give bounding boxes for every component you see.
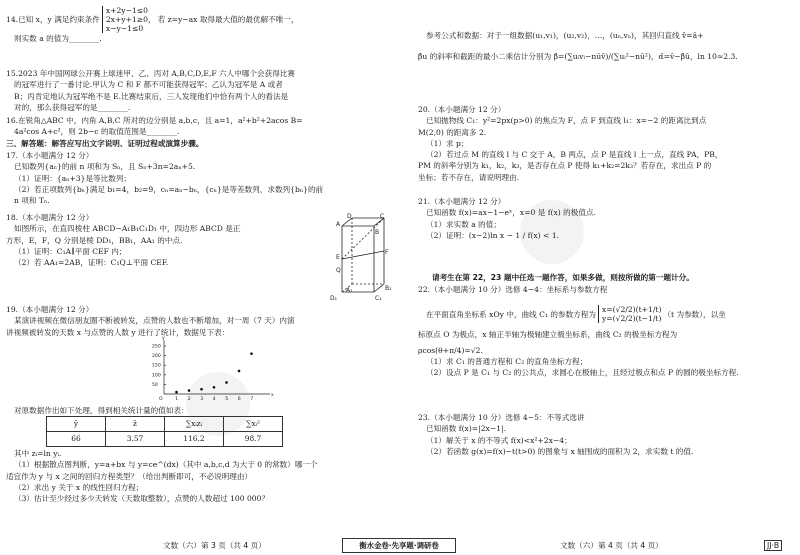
table-header-cell: ȳ <box>47 417 106 432</box>
label-A: A <box>336 221 341 228</box>
left-page <box>6 0 392 555</box>
constraint-2: 2x+y+1≥0， <box>105 15 156 24</box>
q18-line-2: 如图所示，在直四棱柱 ABCD−A₁B₁C₁D₁ 中，四边形 ABCD 是正 <box>14 224 241 234</box>
question-15 <box>6 68 295 113</box>
q22-line: 标原点 O 为极点，x 轴正半轴为极轴建立极坐标系，曲线 C₂ 的极坐标方程为 <box>418 330 678 340</box>
scatter-point <box>200 388 203 391</box>
q22-line: （2）设点 P 是 C₁ 与 C₂ 的公共点，求圆心在极轴上，且经过极点和点 P 的圆的极坐标方程. <box>426 368 739 378</box>
scatter-point <box>238 370 241 373</box>
origin-label: O <box>159 397 163 402</box>
scatter-chart <box>146 336 276 402</box>
table-cell: 116.2 <box>165 432 224 447</box>
constraint-3: x−y−1≤0 <box>105 24 144 33</box>
question-19 <box>6 304 295 338</box>
prism-figure <box>328 214 390 302</box>
label-E: E <box>336 254 340 261</box>
x-tick-label: 6 <box>237 397 241 402</box>
table-cell: 66 <box>47 432 106 447</box>
q18-line-3: 方形，E，F，Q 分别是棱 DD₁，BB₁，AA₁ 的中点. <box>6 235 183 245</box>
publisher-stamp: 衡水金卷·先享题·调研卷 <box>342 538 456 553</box>
q19-line-2: 某演讲视频在微信朋友圈不断被转发，点赞的人数也不断增加，对一周（7 天）内演 <box>14 316 295 326</box>
scatter-point <box>213 386 216 389</box>
reference-formulas <box>418 30 738 63</box>
constraint-1: x+2y−1≤0 <box>105 6 148 15</box>
q18-line-5: （2）若 AA₁=2AB，证明：C₁Q⊥平面 CEF. <box>14 258 169 268</box>
q20-line: 已知抛物线 C₁：y²=2px(p>0) 的焦点为 F，点 F 到直线 l₁：x=−2 的距离比到点 <box>426 116 707 126</box>
x-tick-label: 1 <box>175 397 179 402</box>
q22-param-line <box>418 305 739 323</box>
question-17 <box>6 150 323 206</box>
param-x: x=(√2/2)(t+1/t) <box>602 305 662 315</box>
x-tick-label: 7 <box>250 397 254 402</box>
q19-part-line: （3）估计至少经过多少天转发（天数取整数），点赞的人数超过 100 000？ <box>14 494 270 504</box>
stats-table <box>46 416 283 447</box>
label-A1: A₁ <box>346 287 353 294</box>
q17-line-1: 17.（本小题满分 12 分） <box>6 151 94 160</box>
q22-line: ρcos(θ+π/4)=√2. <box>418 345 483 355</box>
q20-line: （1）求 p； <box>426 138 469 148</box>
table-row <box>47 432 283 447</box>
question-18 <box>6 212 240 268</box>
q17-line-5: n 项和 Tₙ. <box>14 196 50 206</box>
q21-line: （1）求实数 a 的值； <box>426 219 501 229</box>
question-22 <box>418 284 739 378</box>
table-header-cell: ∑xᵢ² <box>224 417 283 432</box>
ref-line-2: β̂u 的斜率和截距的最小二乘估计分别为 β̂=(∑uᵢvᵢ−nūv̄)/(∑uᵢ²−nū²)，α̂=v̄−β̂ū，ln 10≈2.3. <box>418 52 738 62</box>
table-header-cell: z̄ <box>106 417 165 432</box>
q22-text: 在平面直角坐标系 xOy 中，曲线 C₁ 的参数方程为 <box>426 309 596 319</box>
label-F: F <box>385 249 389 256</box>
label-B1: B₁ <box>385 285 392 292</box>
table-header-cell: ∑xᵢzᵢ <box>165 417 224 432</box>
q20-line: 坐标；若不存在，请说明理由. <box>418 172 520 182</box>
q19-part-line: （2）求出 y 关于 x 的线性回归方程； <box>14 482 144 492</box>
q23-line: （1）解关于 x 的不等式 f(x)<x²+2x−4； <box>426 435 572 445</box>
q17-line-2: 已知数列{aₙ}的前 n 项和为 Sₙ，且 Sₙ+3n=2aₙ+5. <box>14 162 196 172</box>
y-tick-label: 150 <box>152 363 161 369</box>
q16-line-1: 16.在锐角△ABC 中，内角 A,B,C 所对的边分别是 a,b,c，且 a=1，a²+b²+2acos B= <box>6 116 303 125</box>
choose-instruction: 请考生在第 22，23 题中任选一题作答，如果多做，则按所做的第一题计分。 <box>432 273 694 282</box>
left-page-footer: 文数（六）第 3 页（共 4 页） <box>163 541 266 550</box>
section-heading: 三、解答题：解答应写出文字说明、证明过程或演算步骤。 <box>6 139 204 148</box>
y-tick-label: 100 <box>152 373 161 379</box>
right-page-footer: 文数（六）第 4 页（共 4 页） <box>560 541 663 550</box>
y-tick-label: 200 <box>152 354 161 360</box>
q22-line: 22.（本小题满分 10 分）选修 4−4：坐标系与参数方程 <box>418 285 608 294</box>
q14-text-3: 则实数 a 的值为________. <box>14 34 102 43</box>
x-tick-label: 3 <box>200 397 204 402</box>
question-14 <box>6 6 299 44</box>
scatter-point <box>175 391 178 394</box>
q20-line: （2）若过点 M 的直线 l 与 C 交于 A，B 两点，点 P 是直线 l 上一点，直线 PA，PB， <box>426 150 723 160</box>
q21-line: （2）证明：(x−2)ln x − 1 / f(x) < 1. <box>426 230 560 240</box>
param-y: y=(√2/2)(t−1/t) <box>602 314 662 324</box>
x-axis-label: x <box>271 393 274 398</box>
q18-line-1: 18.（本小题满分 12 分） <box>6 213 94 222</box>
ref-line-1: 参考公式和数据：对于一组数据(u₁,v₁)，(u₂,v₂)，…，(uₙ,vₙ)，其回归直线 v̂=â+ <box>426 31 704 40</box>
q20-line: M(2,0) 的距离多 2. <box>418 127 487 137</box>
label-D: D <box>347 213 352 220</box>
q21-line: 已知函数 f(x)=ax−1−eˣ，x=0 是 f(x) 的极值点. <box>426 208 596 218</box>
question-21 <box>418 196 596 241</box>
q19-line-1: 19.（本小题满分 12 分） <box>6 305 94 314</box>
q22-text: （t 为参数），以坐 <box>663 309 726 319</box>
question-16 <box>6 115 303 138</box>
q19-table-intro: 对原数据作出如下处理，得到相关统计量的值如表： <box>14 406 189 415</box>
q18-line-4: （1）证明：C₁A∥平面 CEF 内； <box>14 246 127 256</box>
q15-line-1: 15.2023 年中国网球公开赛上球迷甲、乙、丙对 A,B,C,D,E,F 六人中哪个会获得比赛 <box>6 69 295 78</box>
q20-line: PM 的斜率分别为 k₁，k₂，k₃，是否存在点 P 使得 k₁+k₂=2k₃？若存在，求出点 P 的 <box>418 161 712 171</box>
table-cell: 98.7 <box>224 432 283 447</box>
q19-part-line: 适宜作为 y 与 x 之间的回归方程类型？（给出判断即可，不必说明理由） <box>6 471 253 481</box>
q23-line: 已知函数 f(x)=|2x−1|. <box>426 424 507 434</box>
label-C1: C₁ <box>375 295 382 302</box>
scatter-point <box>250 352 253 355</box>
q15-line-3: B；丙肯定地认为冠军绝不是 E.比赛结束后，三人发现他们中恰有两个人的看法是 <box>14 91 289 101</box>
q23-line: 23.（本小题满分 10 分）选修 4−5：不等式选讲 <box>418 413 585 422</box>
label-B: B <box>375 229 380 236</box>
paper-code-badge: JJ·B <box>764 540 782 551</box>
right-page <box>418 0 793 555</box>
q22-line: （1）求 C₁ 的普通方程和 C₂ 的直角坐标方程； <box>426 356 588 366</box>
x-tick-label: 4 <box>212 397 216 402</box>
constraint-system <box>102 6 156 33</box>
scatter-point <box>225 381 228 384</box>
q19-part-line: 其中 zᵢ=ln yᵢ. <box>14 449 62 458</box>
q17-line-4: （2）若正项数列{bₙ}满足 b₁=4，b₂=9，cₙ=aₙ−bₙ，{cₙ}是等差数列，求数列{bₙ}的前 <box>14 184 324 194</box>
parametric-system <box>598 305 661 323</box>
question-20 <box>418 104 722 183</box>
q17-line-3: （1）证明：{aₙ+3}是等比数列； <box>14 173 132 183</box>
q19-parts <box>6 448 318 504</box>
q15-line-4: 对的，那么获得冠军的是________. <box>14 102 131 112</box>
q19-line-3: 讲视频被转发的天数 x 与点赞的人数 y 进行了统计，数据见下表： <box>6 327 230 337</box>
question-23 <box>418 412 693 457</box>
label-C: C <box>380 213 385 220</box>
label-D1: D₁ <box>330 295 338 302</box>
x-tick-label: 2 <box>187 397 191 402</box>
q19-part-line: （1）根据散点图判断，y=a+bx 与 y=ce^(dx)（其中 a,b,c,d 为大于 0 的常数）哪一个 <box>14 460 318 470</box>
label-Q: Q <box>336 267 341 274</box>
x-tick-label: 5 <box>225 397 229 402</box>
table-cell: 3.57 <box>106 432 165 447</box>
y-tick-label: 250 <box>152 344 161 350</box>
q21-line: 21.（本小题满分 12 分） <box>418 197 506 206</box>
scatter-point <box>188 389 191 392</box>
q23-line: （2）若函数 g(x)=f(x)−t(t>0) 的图象与 x 轴围成的面积为 2，求实数 t 的值. <box>426 446 694 456</box>
q16-line-2: 4a²cos A+c²，则 2b−c 的取值范围是________. <box>14 127 180 137</box>
q14-text-1: 14.已知 x，y 满足约束条件 <box>6 14 100 24</box>
y-tick-label: 50 <box>152 382 158 388</box>
q20-line: 20.（本小题满分 12 分） <box>418 105 506 114</box>
table-row <box>47 417 283 432</box>
q14-text-2: 若 z=y−ax 取得最大值的最优解不唯一， <box>157 14 299 24</box>
q15-line-2: 的冠军进行了一番讨论.甲认为 C 和 F 都不可能获得冠军；乙认为冠军是 A 或者 <box>14 80 283 90</box>
y-axis-label: y <box>162 336 165 341</box>
